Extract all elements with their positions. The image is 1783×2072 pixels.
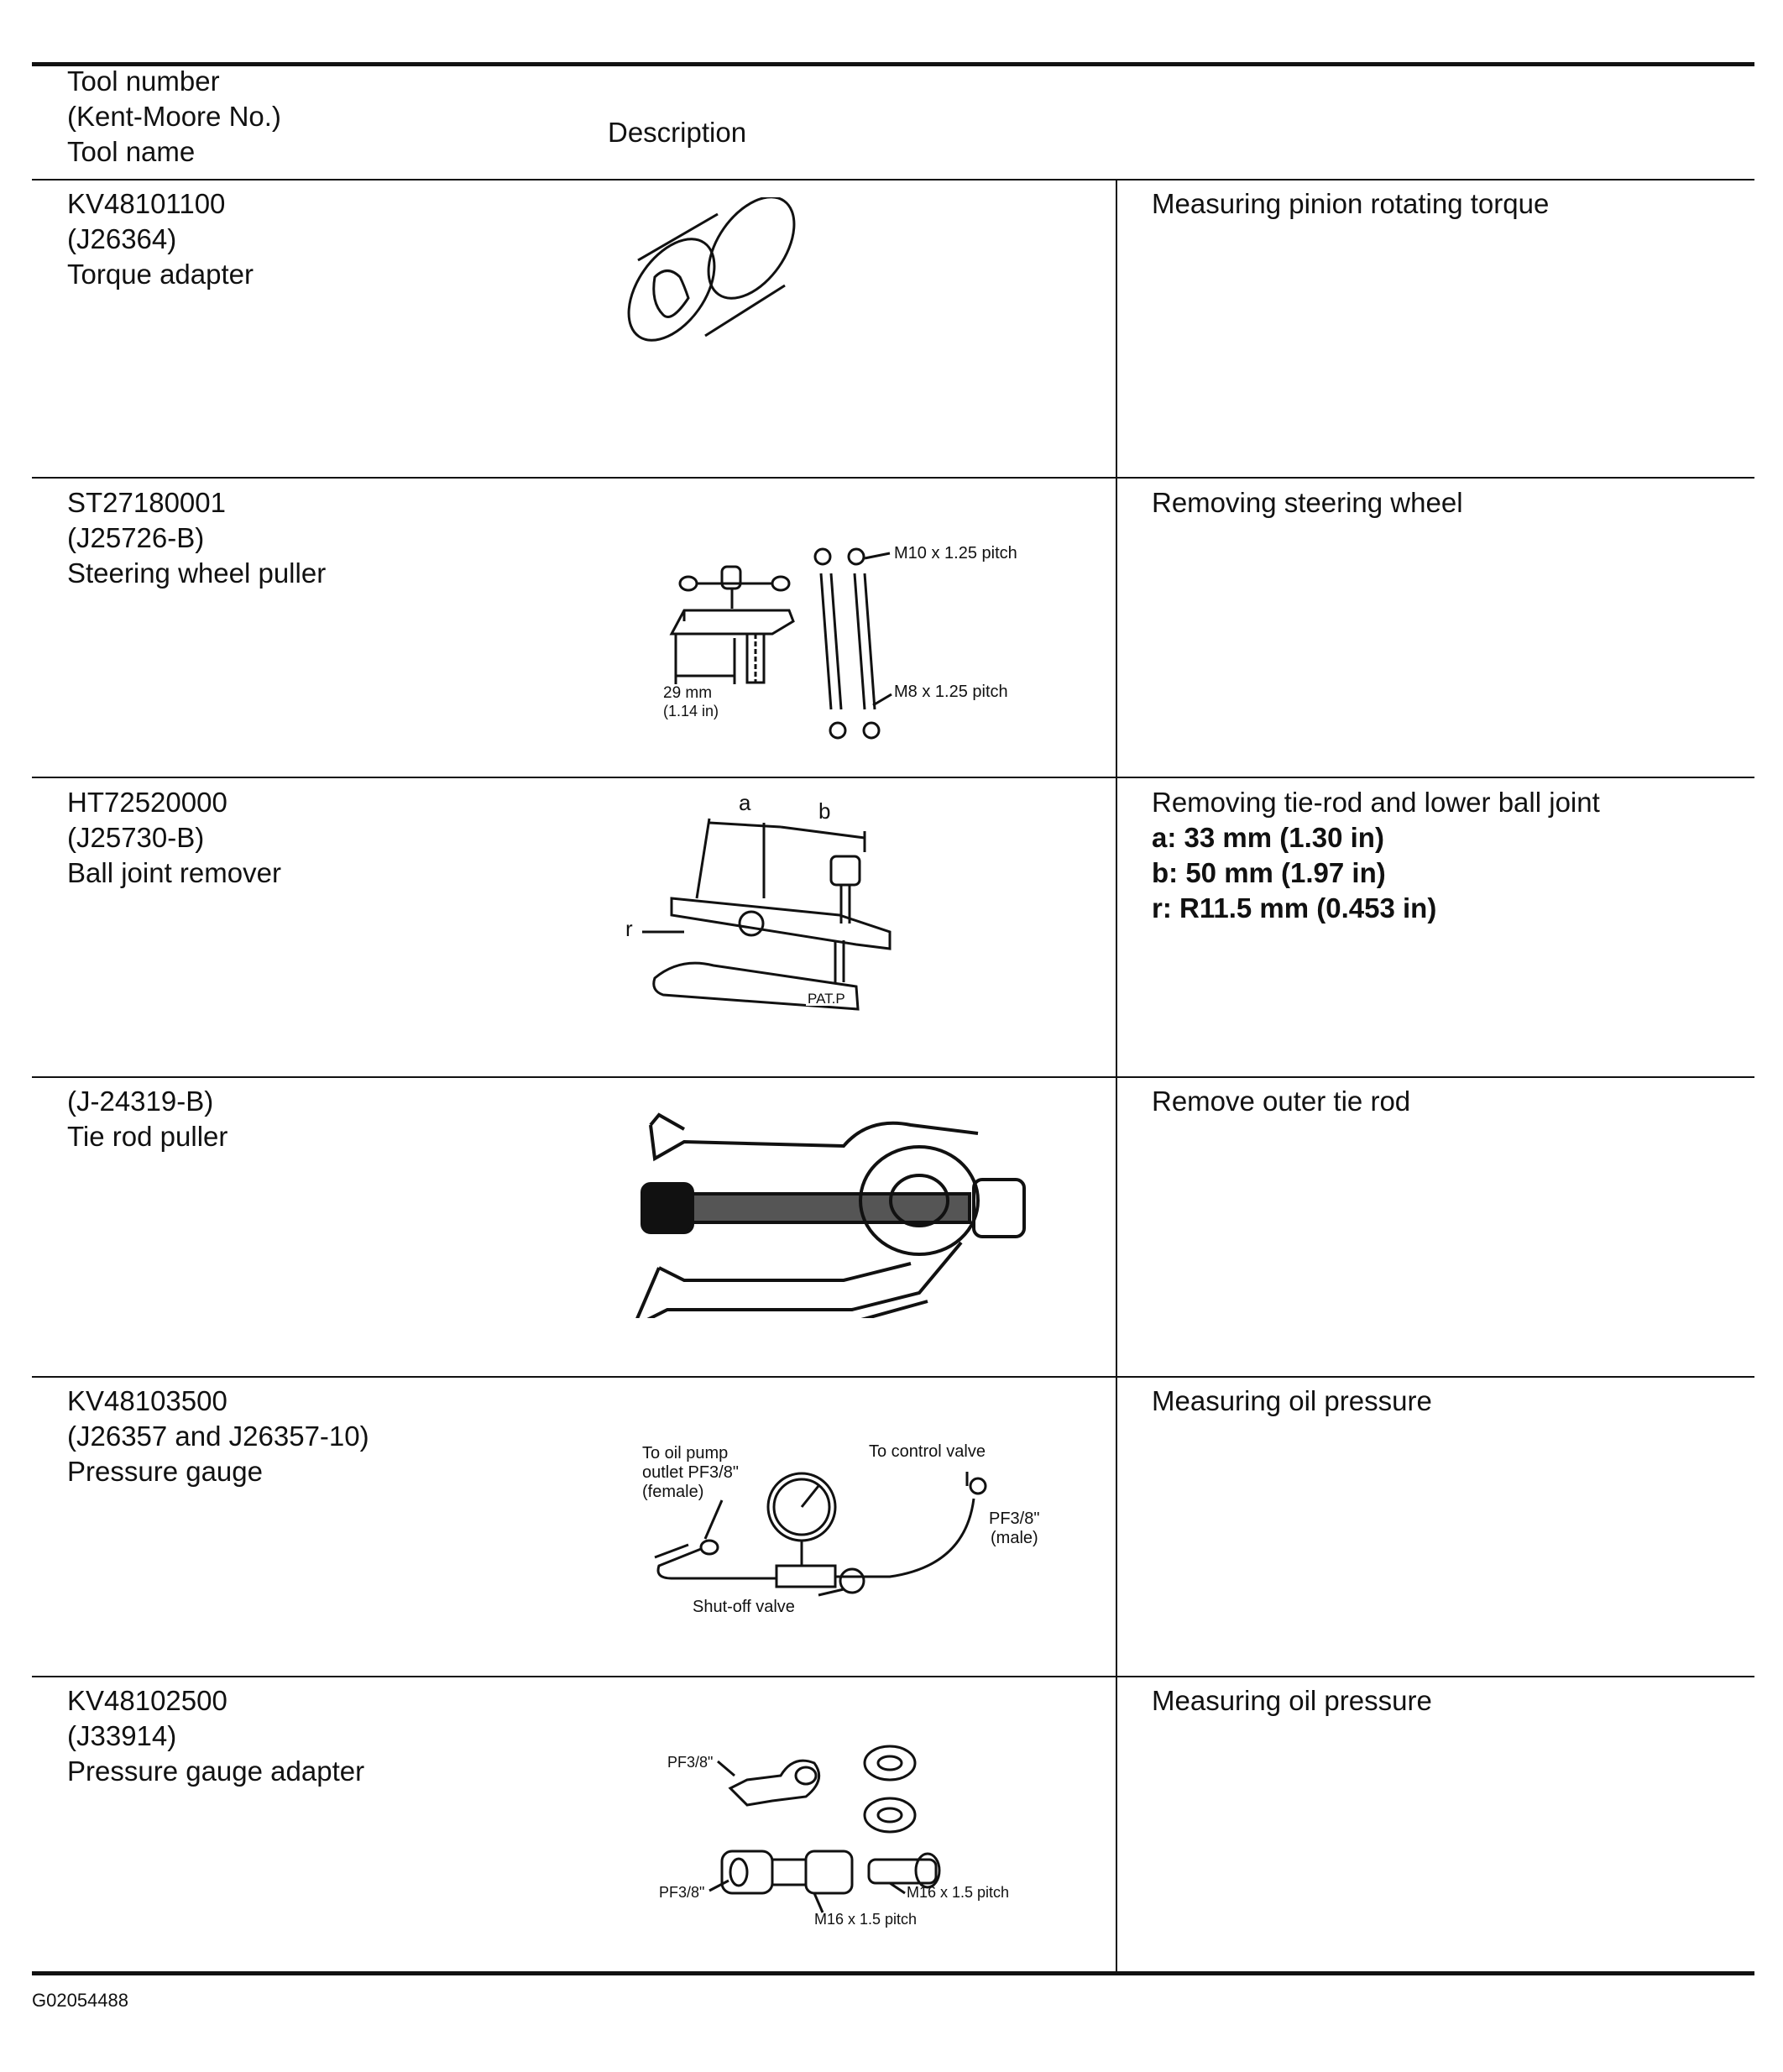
torque-adapter-illustration bbox=[621, 197, 814, 365]
tool-number: KV48103500 bbox=[67, 1385, 227, 1416]
tool-number: KV48102500 bbox=[67, 1685, 227, 1716]
description-spec-a: a: 33 mm (1.30 in) bbox=[1152, 822, 1384, 853]
fig-label-29mm: 29 mm bbox=[663, 684, 713, 702]
description-line: Measuring oil pressure bbox=[1152, 1685, 1432, 1716]
fig-label-male: (male) bbox=[991, 1529, 1038, 1547]
tool-number: ST27180001 bbox=[67, 487, 226, 518]
row-1-tool bbox=[67, 186, 254, 292]
kent-moore-number: (J-24319-B) bbox=[67, 1086, 214, 1117]
fig-label-m10: M10 x 1.25 pitch bbox=[894, 544, 1017, 562]
fig-label-outlet: outlet PF3/8" bbox=[642, 1463, 739, 1482]
row-2-tool bbox=[67, 485, 326, 591]
header-description: Description bbox=[608, 117, 747, 148]
kent-moore-number: (J25726-B) bbox=[67, 522, 205, 553]
row-5-description bbox=[1152, 1384, 1432, 1419]
tool-name: Pressure gauge bbox=[67, 1456, 263, 1487]
fig-label-m16-right: M16 x 1.5 pitch bbox=[907, 1884, 1010, 1901]
fig-label-female: (female) bbox=[642, 1483, 704, 1501]
tool-number: KV48101100 bbox=[67, 188, 226, 219]
row-divider bbox=[32, 1376, 1754, 1378]
table-top-rule bbox=[32, 62, 1754, 66]
fig-label-m16-lower: M16 x 1.5 pitch bbox=[814, 1911, 918, 1928]
table-bottom-rule bbox=[32, 1971, 1754, 1975]
ball-joint-remover-illustration bbox=[621, 789, 898, 1024]
tie-rod-puller-illustration bbox=[634, 1100, 1070, 1318]
row-1-description bbox=[1152, 186, 1549, 222]
fig-label-b: b bbox=[818, 798, 831, 824]
fig-label-patp: PAT.P bbox=[808, 991, 845, 1007]
steering-wheel-puller-illustration bbox=[655, 533, 1041, 743]
tool-name: Ball joint remover bbox=[67, 857, 281, 888]
row-divider bbox=[32, 777, 1754, 778]
description-line: Remove outer tie rod bbox=[1152, 1086, 1411, 1117]
description-line: Measuring pinion rotating torque bbox=[1152, 188, 1550, 219]
description-line: Removing tie-rod and lower ball joint bbox=[1152, 787, 1600, 818]
figure-code: G02054488 bbox=[32, 1990, 128, 2011]
kent-moore-number: (J26357 and J26357-10) bbox=[67, 1421, 369, 1452]
description-spec-b: b: 50 mm (1.97 in) bbox=[1152, 857, 1386, 888]
tool-name: Torque adapter bbox=[67, 259, 254, 290]
header-tool-column bbox=[67, 64, 281, 170]
row-4-description bbox=[1152, 1084, 1410, 1119]
description-line: Measuring oil pressure bbox=[1152, 1385, 1432, 1416]
row-5-tool bbox=[67, 1384, 369, 1489]
fig-label-pf38-lower: PF3/8" bbox=[659, 1884, 705, 1901]
fig-label-a: a bbox=[739, 790, 751, 815]
fig-label-to-control-valve: To control valve bbox=[869, 1442, 986, 1461]
header-tool-name: Tool name bbox=[67, 136, 196, 167]
tool-name: Pressure gauge adapter bbox=[67, 1755, 365, 1787]
fig-label-to-oil-pump: To oil pump bbox=[642, 1444, 729, 1462]
pressure-gauge-illustration bbox=[638, 1440, 1058, 1641]
row-divider bbox=[32, 1676, 1754, 1677]
row-divider bbox=[32, 477, 1754, 479]
fig-label-114in: (1.14 in) bbox=[663, 703, 719, 719]
header-divider bbox=[32, 179, 1754, 181]
description-spec-r: r: R11.5 mm (0.453 in) bbox=[1152, 892, 1437, 924]
tool-number: HT72520000 bbox=[67, 787, 227, 818]
pressure-gauge-adapter-illustration bbox=[646, 1729, 1049, 1939]
fig-label-pf38-male: PF3/8" bbox=[989, 1510, 1040, 1528]
description-line: Removing steering wheel bbox=[1152, 487, 1463, 518]
fig-label-shut-off-valve: Shut-off valve bbox=[693, 1598, 795, 1616]
kent-moore-number: (J33914) bbox=[67, 1720, 177, 1751]
row-6-tool bbox=[67, 1683, 364, 1789]
row-divider bbox=[32, 1076, 1754, 1078]
header-tool-number: Tool number bbox=[67, 65, 220, 97]
row-6-description bbox=[1152, 1683, 1432, 1719]
tool-name: Tie rod puller bbox=[67, 1121, 228, 1152]
fig-label-m8: M8 x 1.25 pitch bbox=[894, 683, 1008, 701]
row-2-description bbox=[1152, 485, 1463, 521]
header-kent-moore: (Kent-Moore No.) bbox=[67, 101, 281, 132]
kent-moore-number: (J26364) bbox=[67, 223, 177, 254]
column-divider bbox=[1116, 180, 1117, 1971]
fig-label-r: r bbox=[625, 916, 633, 941]
row-4-tool bbox=[67, 1084, 227, 1154]
row-3-description bbox=[1152, 785, 1600, 926]
tool-name: Steering wheel puller bbox=[67, 557, 327, 589]
fig-label-pf38-upper: PF3/8" bbox=[667, 1754, 714, 1771]
row-3-tool bbox=[67, 785, 281, 891]
kent-moore-number: (J25730-B) bbox=[67, 822, 205, 853]
